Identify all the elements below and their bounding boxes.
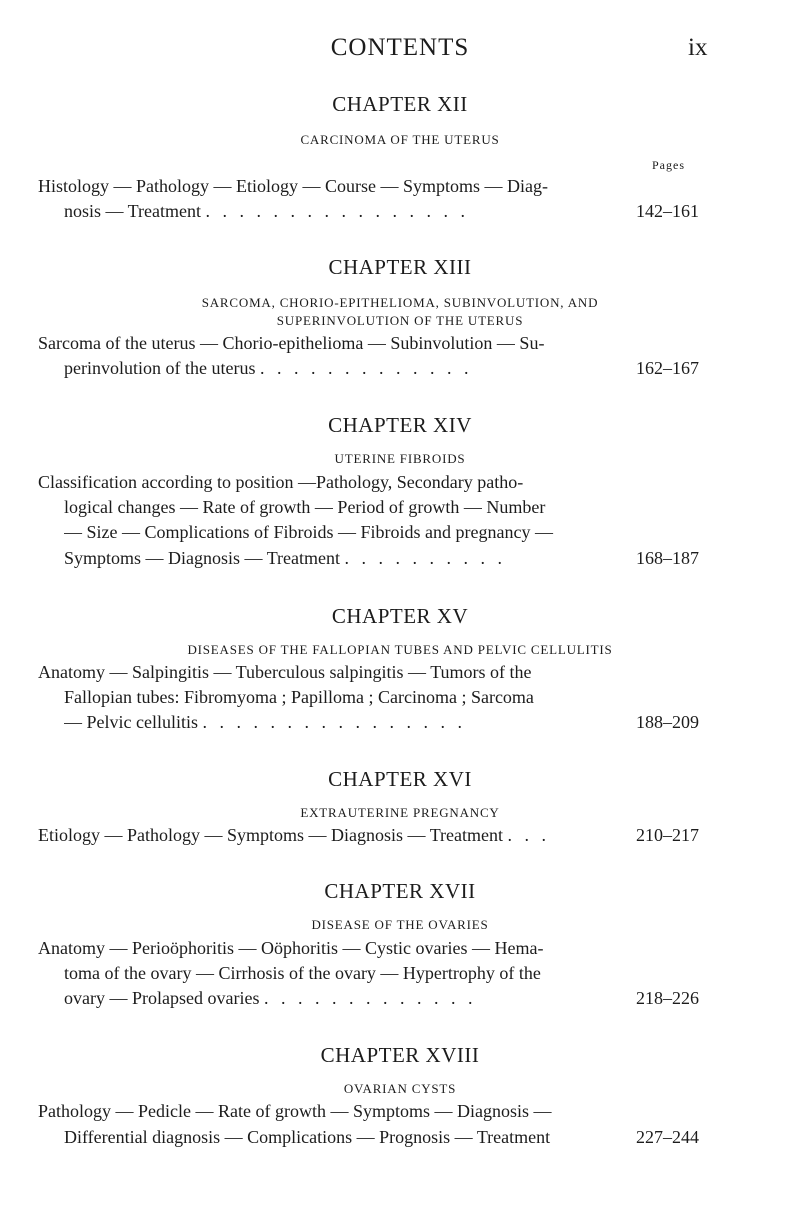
page-range: 168–187 (636, 548, 699, 568)
chapter-17-heading (0, 879, 800, 934)
entry-text: ovary — Prolapsed ovaries (64, 988, 260, 1008)
entry-line: Anatomy — Salpingitis — Tuberculous salpingitis — Tumors of the (38, 662, 532, 682)
entry-line: Pathology — Pedicle — Rate of growth — Symptoms — Diagnosis — (38, 1101, 552, 1121)
entry-line-final (38, 822, 718, 848)
page-number: ix (688, 34, 708, 61)
page-range: 162–167 (636, 358, 699, 378)
dot-leader: . . . . . . . . . . . . . . . . (205, 201, 470, 221)
chapter-subtitle-line-1: SARCOMA, CHORIO-EPITHELIOMA, SUBINVOLUTION, AND (201, 295, 599, 310)
entry-text: Differential diagnosis — Complications — Prognosis — Treatment (64, 1127, 551, 1147)
chapter-title: CHAPTER XVII (324, 879, 476, 903)
page-range: 210–217 (636, 825, 699, 845)
page-range: 188–209 (636, 712, 699, 732)
entry-line: Anatomy — Perioöphoritis — Oöphoritis — Cystic ovaries — Hema- (38, 938, 544, 958)
page-range: 142–161 (636, 201, 699, 221)
chapter-title: CHAPTER XIV (328, 413, 472, 437)
chapter-12-heading (0, 92, 800, 149)
running-header (0, 34, 800, 64)
entry-line: Sarcoma of the uterus — Chorio-epithelioma — Subinvolution — Su- (38, 333, 545, 353)
chapter-13-heading (0, 255, 800, 330)
chapter-subtitle: UTERINE FIBROIDS (334, 451, 466, 466)
chapter-subtitle: EXTRAUTERINE PREGNANCY (300, 805, 500, 820)
chapter-subtitle-line-2: SUPERINVOLUTION OF THE UTERUS (276, 313, 524, 328)
chapter-18-heading (0, 1043, 800, 1098)
dot-leader: . . . . . . . . . . . . . . . . (202, 712, 466, 732)
entry-line: logical changes — Rate of growth — Period of growth — Number (64, 497, 546, 517)
pages-heading: Pages (652, 158, 685, 172)
dot-leader: . . . . . . . . . . . . . (263, 988, 477, 1008)
chapter-14-heading (0, 413, 800, 468)
chapter-subtitle: OVARIAN CYSTS (343, 1081, 457, 1096)
page-range: 218–226 (636, 988, 699, 1008)
entry-line: Fallopian tubes: Fibromyoma ; Papilloma ; Carcinoma ; Sarcoma (64, 687, 534, 707)
chapter-title: CHAPTER XVIII (320, 1043, 480, 1067)
entry-text: — Pelvic cellulitis (64, 712, 198, 732)
chapter-subtitle: DISEASE OF THE OVARIES (311, 917, 489, 932)
dot-leader: . . . . . . . . . . (344, 548, 507, 568)
running-title: CONTENTS (330, 34, 470, 61)
chapter-16-heading (0, 767, 800, 822)
entry-text: perinvolution of the uterus (64, 358, 256, 378)
dot-leader: . . . . . . . . . . . . . (259, 358, 473, 378)
chapter-title: CHAPTER XII (332, 92, 468, 116)
entry-line: Histology — Pathology — Etiology — Course — Symptoms — Diag- (38, 176, 549, 196)
entry-text: Etiology — Pathology — Symptoms — Diagnosis — Treatment (38, 825, 504, 845)
entry-text: nosis — Treatment (64, 201, 202, 221)
chapter-subtitle: DISEASES OF THE FALLOPIAN TUBES AND PELVIC CELLULITIS (187, 642, 613, 657)
chapter-title: CHAPTER XV (331, 604, 469, 628)
entry-line: toma of the ovary — Cirrhosis of the ovary — Hypertrophy of the (64, 963, 541, 983)
chapter-title: CHAPTER XVI (328, 767, 472, 791)
dot-leader: . . . (507, 825, 551, 845)
page-range: 227–244 (636, 1127, 699, 1147)
chapter-title: CHAPTER XIII (328, 255, 472, 279)
entry-line: — Size — Complications of Fibroids — Fibroids and pregnancy — (64, 522, 553, 542)
entry-line: Classification according to position —Pathology, Secondary patho- (38, 472, 524, 492)
entry-text: Symptoms — Diagnosis — Treatment (64, 548, 341, 568)
chapter-subtitle: CARCINOMA OF THE UTERUS (300, 132, 500, 147)
chapter-15-heading (0, 604, 800, 659)
